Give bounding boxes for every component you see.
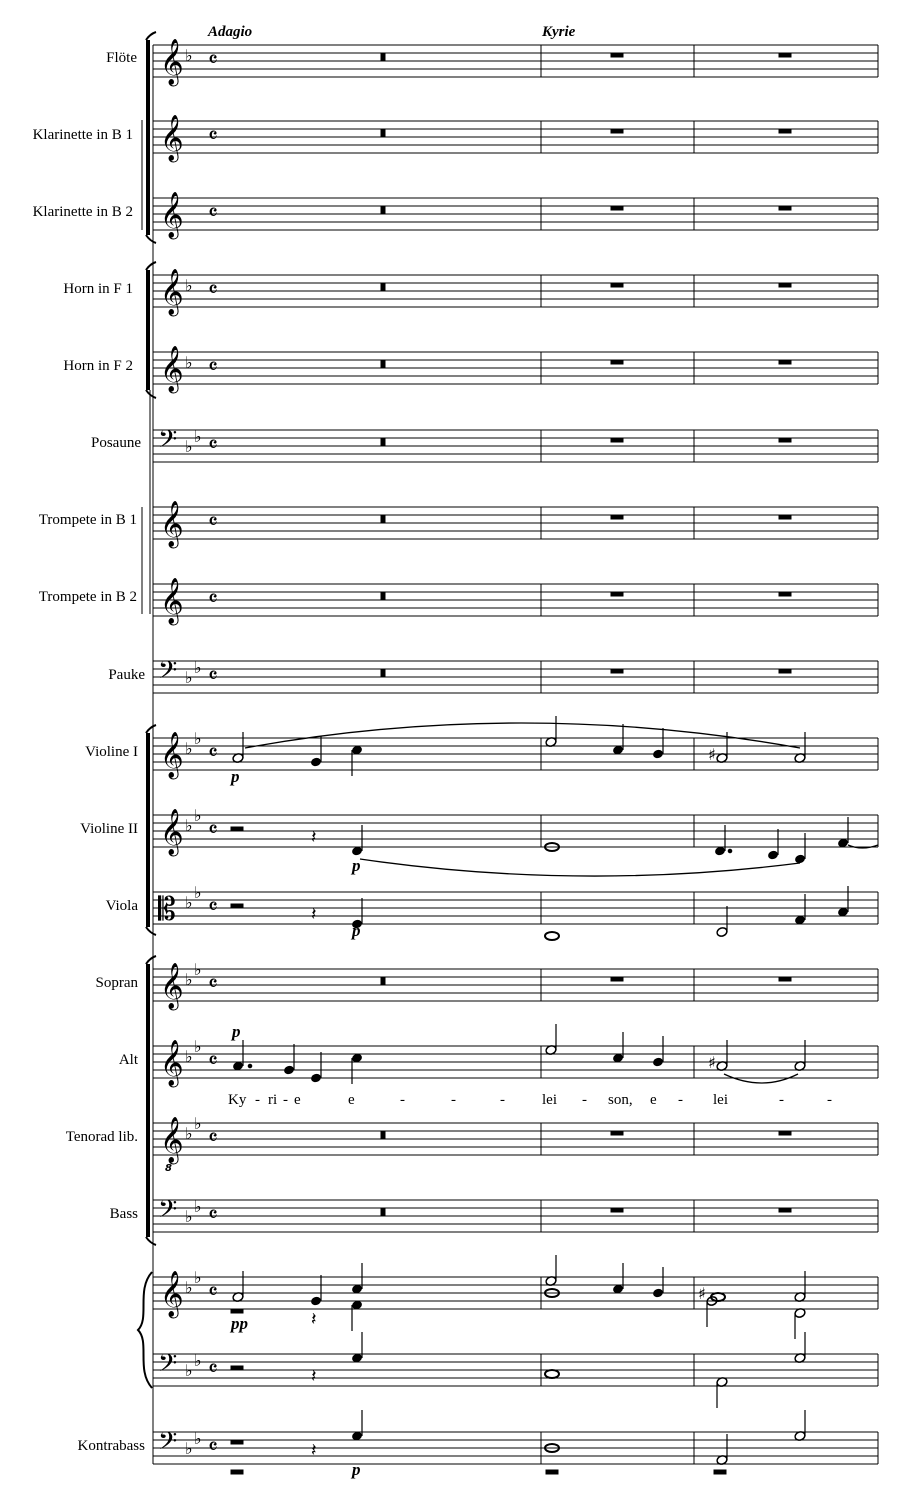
flat-icon: ♭ [194, 427, 202, 446]
flat-icon: ♭ [185, 816, 193, 835]
treble-clef-icon: 𝄞 [160, 346, 184, 392]
whole-rest [779, 283, 791, 287]
flat-icon: ♭ [194, 658, 202, 677]
quarter-note [652, 749, 664, 760]
dynamic-piano-kontrabass: p [352, 1460, 361, 1479]
flat-icon: ♭ [185, 970, 193, 989]
whole-rest [611, 129, 623, 133]
breve-rest [381, 360, 385, 368]
half-rest [231, 1440, 243, 1444]
augmentation-dot [728, 849, 732, 853]
breve-rest [381, 1208, 385, 1216]
bracket-cap [146, 1237, 156, 1245]
flat-icon: ♭ [194, 1037, 202, 1056]
quarter-rest-icon: 𝄽 [311, 1309, 317, 1330]
bracket-cap [146, 390, 156, 398]
whole-rest [779, 53, 791, 57]
half-note [716, 927, 728, 938]
common-time-icon: 𝄴 [208, 1435, 218, 1460]
flat-icon: ♭ [194, 1351, 202, 1370]
instrument-label-horn-2: Horn in F 2 [63, 358, 133, 374]
instrument-label-violin-2: Violine II [80, 821, 138, 837]
half-rest [231, 904, 243, 908]
whole-rest [611, 515, 623, 519]
instrument-label-tenor: Tenorad lib. [65, 1129, 138, 1145]
common-time-icon: 𝄴 [208, 741, 218, 766]
half-rest [231, 1366, 243, 1370]
instrument-label-viola: Viola [105, 898, 138, 914]
quarter-note [310, 757, 322, 768]
bracket-cap [146, 262, 156, 270]
bracket-cap [146, 927, 156, 935]
quarter-note [794, 854, 806, 865]
treble-clef-icon: 𝄞 [160, 269, 184, 315]
lyric-hyphen: - [827, 1092, 832, 1108]
breve-rest [381, 977, 385, 985]
flat-icon: ♭ [194, 1197, 202, 1216]
whole-note [545, 932, 559, 940]
quarter-note [652, 1057, 664, 1068]
breve-rest [381, 1131, 385, 1139]
quarter-rest-icon: 𝄽 [311, 1440, 317, 1461]
whole-rest [779, 206, 791, 210]
flat-icon: ♭ [194, 883, 202, 902]
slur [360, 859, 800, 876]
breve-rest [381, 669, 385, 677]
whole-rest [779, 1208, 791, 1212]
whole-rest [611, 977, 623, 981]
bass-clef-icon: 𝄢 [158, 656, 178, 691]
section-marking: Kyrie [542, 24, 576, 40]
flat-icon: ♭ [194, 1429, 202, 1448]
breve-rest [381, 515, 385, 523]
bass-clef-icon: 𝄢 [158, 1427, 178, 1462]
dynamic-piano-viola: p [352, 921, 361, 940]
lyric-syllable: son, [608, 1092, 633, 1108]
lyric-syllable: e [650, 1092, 657, 1108]
dynamic-piano-alt: p [232, 1022, 241, 1041]
lyric-hyphen: - [779, 1092, 784, 1108]
instrument-label-violin-1: Violine I [85, 744, 138, 760]
common-time-icon: 𝄴 [208, 972, 218, 997]
instrument-label-floete: Flöte [106, 50, 137, 66]
octave-eight-mark: 8 [165, 1163, 172, 1174]
bracket-cap [146, 725, 156, 733]
flat-icon: ♭ [185, 1278, 193, 1297]
bass-clef-icon: 𝄢 [158, 425, 178, 460]
whole-rest [779, 669, 791, 673]
whole-rest [779, 438, 791, 442]
dynamic-piano-violin-2: p [352, 856, 361, 875]
instrument-label-trumpet-2: Trompete in B 2 [38, 589, 137, 605]
common-time-icon: 𝄴 [208, 1203, 218, 1228]
dynamic-pianissimo-organ: pp [231, 1314, 248, 1333]
flat-icon: ♭ [185, 668, 193, 687]
sharp-icon: ♯ [708, 1053, 716, 1072]
instrument-label-alt: Alt [118, 1052, 138, 1068]
bass-clef-icon: 𝄢 [158, 1195, 178, 1230]
whole-rest [611, 438, 623, 442]
instrument-label-clarinet-1: Klarinette in B 1 [32, 127, 133, 143]
whole-rest [779, 360, 791, 364]
sharp-icon: ♯ [708, 745, 716, 764]
treble-clef-icon: 𝄞 [160, 1271, 184, 1317]
lyric-hyphen: - [255, 1092, 260, 1108]
whole-rest [611, 283, 623, 287]
whole-rest [779, 592, 791, 596]
whole-rest [611, 1131, 623, 1135]
common-time-icon: 𝄴 [208, 355, 218, 380]
half-rest [231, 1470, 243, 1474]
treble-clef-icon: 𝄞 [160, 1117, 184, 1163]
quarter-rest-icon: 𝄽 [311, 827, 317, 848]
whole-rest [779, 977, 791, 981]
flat-icon: ♭ [185, 46, 193, 65]
flat-icon: ♭ [185, 739, 193, 758]
treble-clef-icon: 𝄞 [160, 578, 184, 624]
bracket-cap [146, 956, 156, 964]
lyric-syllable: lei [542, 1092, 557, 1108]
quarter-note [310, 1296, 322, 1307]
instrument-label-sopran: Sopran [95, 975, 138, 991]
lyric-hyphen: - [400, 1092, 405, 1108]
common-time-icon: 𝄴 [208, 1049, 218, 1074]
quarter-rest-icon: 𝄽 [311, 1366, 317, 1387]
instrument-label-kontrabass: Kontrabass [77, 1438, 145, 1454]
common-time-icon: 𝄴 [208, 1126, 218, 1151]
whole-rest [779, 515, 791, 519]
treble-clef-icon: 𝄞 [160, 1040, 184, 1086]
instrument-label-horn-1: Horn in F 1 [63, 281, 133, 297]
quarter-note [310, 1073, 322, 1084]
augmentation-dot [248, 1064, 252, 1068]
quarter-rest-icon: 𝄽 [311, 904, 317, 925]
breve-rest [381, 283, 385, 291]
common-time-icon: 𝄴 [208, 895, 218, 920]
half-rest [231, 1309, 243, 1313]
lyric-syllable: lei [713, 1092, 728, 1108]
treble-clef-icon: 𝄞 [160, 192, 184, 238]
treble-clef-icon: 𝄞 [160, 732, 184, 778]
instrument-label-bass: Bass [109, 1206, 138, 1222]
common-time-icon: 𝄴 [208, 201, 218, 226]
treble-clef-icon: 𝄞 [160, 501, 184, 547]
whole-rest [546, 1470, 558, 1474]
common-time-icon: 𝄴 [208, 1280, 218, 1305]
quarter-note [652, 1288, 664, 1299]
lyric-syllable: e [294, 1092, 301, 1108]
lyric-hyphen: - [451, 1092, 456, 1108]
instrument-label-clarinet-2: Klarinette in B 2 [32, 204, 133, 220]
whole-rest [611, 592, 623, 596]
whole-rest [611, 360, 623, 364]
bracket-cap [146, 235, 156, 243]
lyric-hyphen: - [283, 1092, 288, 1108]
lyric-hyphen: - [582, 1092, 587, 1108]
common-time-icon: 𝄴 [208, 510, 218, 535]
breve-rest [381, 53, 385, 61]
treble-clef-icon: 𝄞 [160, 963, 184, 1009]
common-time-icon: 𝄴 [208, 587, 218, 612]
whole-rest [611, 1208, 623, 1212]
treble-clef-icon: 𝄞 [160, 39, 184, 85]
flat-icon: ♭ [185, 1124, 193, 1143]
whole-rest [611, 206, 623, 210]
lyric-syllable: Ky [228, 1092, 247, 1108]
common-time-icon: 𝄴 [208, 124, 218, 149]
flat-icon: ♭ [185, 1207, 193, 1226]
bass-clef-icon: 𝄢 [158, 1349, 178, 1384]
flat-icon: ♭ [194, 1114, 202, 1133]
breve-rest [381, 129, 385, 137]
common-time-icon: 𝄴 [208, 1357, 218, 1382]
whole-rest [779, 129, 791, 133]
common-time-icon: 𝄴 [208, 664, 218, 689]
flat-icon: ♭ [185, 893, 193, 912]
instrument-label-trumpet-1: Trompete in B 1 [38, 512, 137, 528]
brace [138, 1272, 152, 1388]
flat-icon: ♭ [194, 806, 202, 825]
treble-clef-icon: 𝄞 [160, 115, 184, 161]
common-time-icon: 𝄴 [208, 818, 218, 843]
dynamic-piano-violin-1: p [231, 767, 240, 786]
flat-icon: ♭ [185, 437, 193, 456]
whole-note [545, 1370, 559, 1378]
breve-rest [381, 592, 385, 600]
breve-rest [381, 206, 385, 214]
instrument-label-posaune: Posaune [91, 435, 141, 451]
flat-icon: ♭ [194, 1268, 202, 1287]
common-time-icon: 𝄴 [208, 433, 218, 458]
instrument-label-pauke: Pauke [108, 667, 145, 683]
whole-rest [714, 1470, 726, 1474]
half-rest [231, 827, 243, 831]
bracket-cap [146, 32, 156, 40]
alto-clef-icon: 𝄡 [158, 890, 176, 928]
flat-icon: ♭ [185, 353, 193, 372]
lyric-hyphen: - [500, 1092, 505, 1108]
flat-icon: ♭ [194, 729, 202, 748]
flat-icon: ♭ [185, 1047, 193, 1066]
flat-icon: ♭ [185, 1361, 193, 1380]
lyric-syllable: ri [268, 1092, 278, 1108]
lyric-syllable: e [348, 1092, 355, 1108]
lyric-hyphen: - [678, 1092, 683, 1108]
whole-rest [611, 669, 623, 673]
flat-icon: ♭ [194, 960, 202, 979]
flat-icon: ♭ [185, 276, 193, 295]
whole-rest [779, 1131, 791, 1135]
flat-icon: ♭ [185, 1439, 193, 1458]
treble-clef-icon: 𝄞 [160, 809, 184, 855]
slur [245, 723, 800, 748]
quarter-note [283, 1065, 295, 1076]
breve-rest [381, 438, 385, 446]
whole-rest [611, 53, 623, 57]
common-time-icon: 𝄴 [208, 48, 218, 73]
common-time-icon: 𝄴 [208, 278, 218, 303]
quarter-note [767, 850, 779, 861]
tempo-marking: Adagio [208, 24, 253, 40]
sharp-icon: ♯ [698, 1284, 706, 1303]
